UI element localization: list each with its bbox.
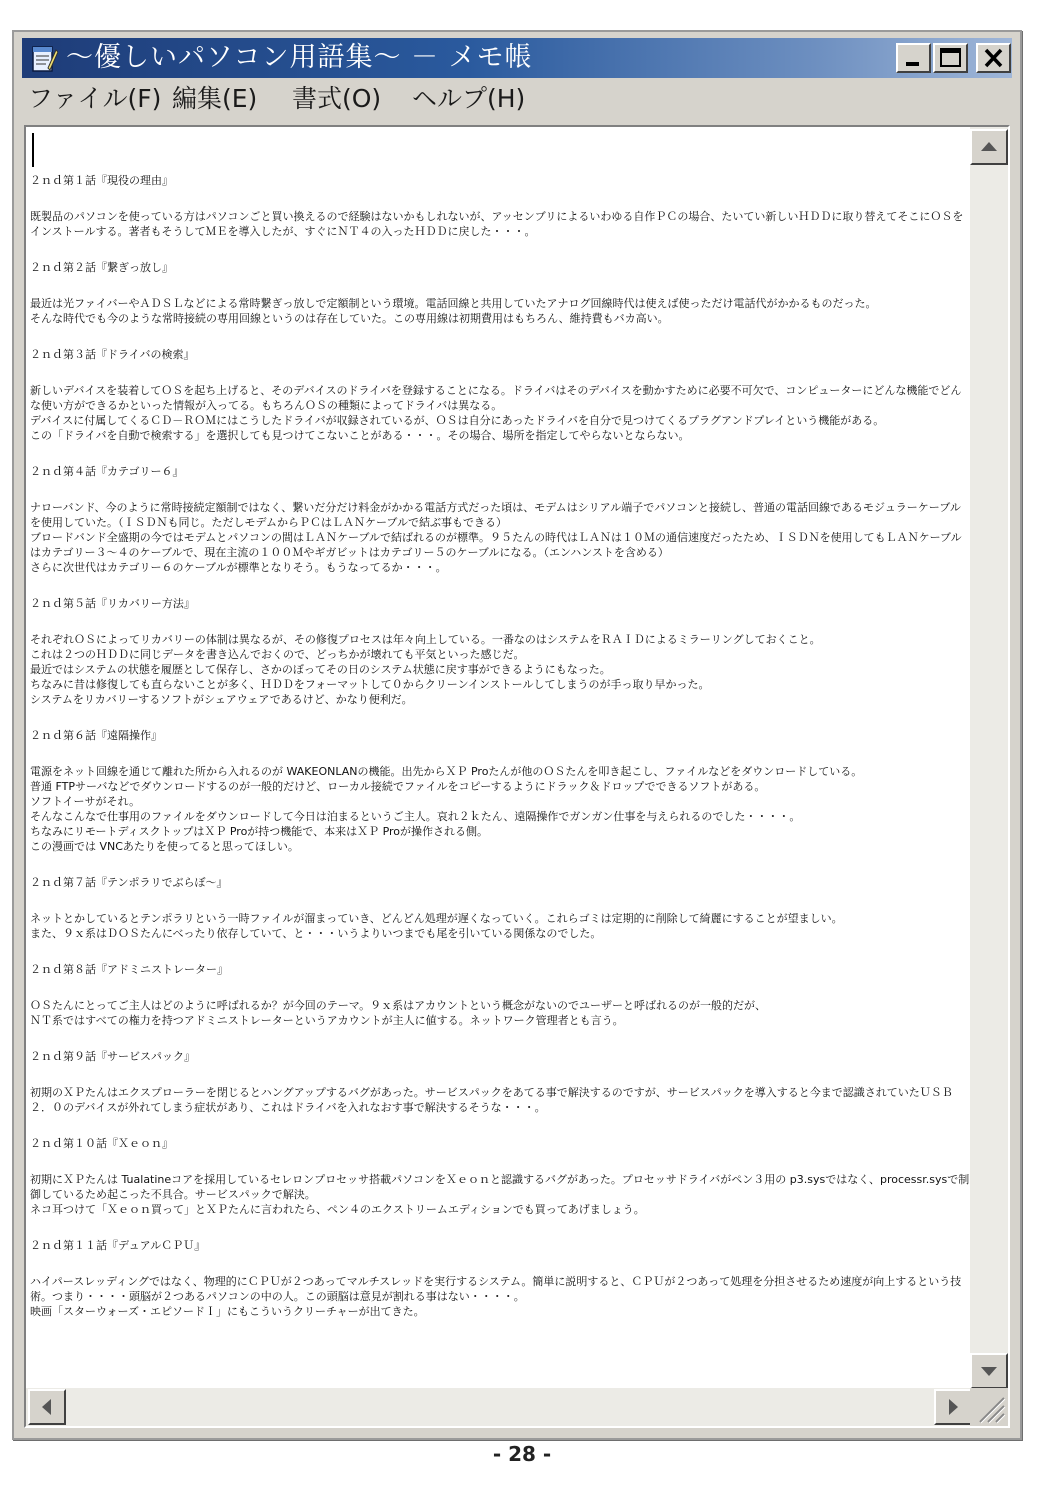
close-button[interactable]	[976, 43, 1011, 73]
article-section	[30, 596, 970, 707]
section-title: ２ｎｄ第１０話『Ｘｅｏｎ』	[30, 1137, 173, 1150]
section-body: 新しいデバイスを装着してＯＳを起ち上げると、そのデバイスのドライバを登録することになる。ドライバはそのデバイスを動かすために必要不可欠で、コンピューターにどんな機能でどんな使い方ができるかといった情報が入ってる。もちろんＯＳの種類によってドライバは異なる。 デバイスに付属してくるＣＤ－ＲＯＭにはこうしたドライバが収録されているが、ＯＳは自分にあったドライバを自分で見つけてくるプラグアンドプレイという機能がある。 この「ドライバを自動で検索する」を選択しても見つけてこないことがある・・・。その場合、場所を指定してやらないとならない。	[30, 384, 962, 442]
article-section	[30, 347, 970, 443]
section-body: ハイパースレッディングではなく、物理的にＣＰＵが２つあってマルチスレッドを実行するシステム。簡単に説明すると、ＣＰＵが２つあって処理を分担させるため速度が向上するという技術。つまり・・・・頭脳が２つあるパソコンの中の人。この頭脳は意見が割れる事はない・・・・。 映画「スターウォーズ・エピソードＩ」にもこういうクリーチャーが出てきた。	[30, 1275, 962, 1318]
menu-format[interactable]: 書式(O)	[292, 84, 382, 113]
menu-help[interactable]: ヘルプ(H)	[412, 84, 526, 113]
article-section	[30, 875, 970, 941]
notepad-window	[12, 30, 1022, 1440]
article-section	[30, 728, 970, 854]
section-body: 最近は光ファイバーやＡＤＳＬなどによる常時繋ぎっ放しで定額制という環境。電話回線と共用していたアナログ回線時代は使えば使っただけ電話代がかかるものだった。 そんな時代でも今のような常時接続の専用回線というのは存在していた。この専用線は初期費用はもちろん、維持費もバカ高い。	[30, 297, 877, 325]
section-body: それぞれＯＳによってリカバリーの体制は異なるが、その修復プロセスは年々向上している。一番なのはシステムをＲＡＩＤによるミラーリングしておくこと。 これは２つのＨＤＤに同じデータを書き込んでおくので、どっちかが壊れても平気といった感じだ。 最近ではシステムの状態を履歴として保存し、さかのぼってその日のシステム状態に戻す事ができるようにもなった。 ちなみに昔は修復しても直らないことが多く、ＨＤＤをフォーマットして０からクリーンインストールしてしまうのが手っ取り早かった。 システムをリカバリーするソフトがシェアウェアであるけど、かなり便利だ。	[30, 633, 821, 706]
maximize-button[interactable]	[933, 43, 968, 73]
article-section	[30, 962, 970, 1028]
section-body: ＯＳたんにとってご主人はどのように呼ばれるか？が今回のテーマ。９ｘ系はアカウントという概念がないのでユーザーと呼ばれるのが一般的だが、 ＮＴ系ではすべての権力を持つアドミニストレーターというアカウントが主人に値する。ネットワーク管理者とも言う。	[30, 999, 767, 1027]
section-title: ２ｎｄ第９話『サービスパック』	[30, 1050, 195, 1063]
vertical-scrollbar[interactable]	[970, 127, 1008, 1389]
section-title: ２ｎｄ第８話『アドミニストレーター』	[30, 963, 228, 976]
menu-bar	[22, 80, 1012, 120]
scroll-left-button[interactable]	[28, 1389, 66, 1425]
notepad-icon	[28, 42, 58, 74]
menu-file[interactable]: ファイル(F)	[28, 84, 162, 113]
section-body: 既製品のパソコンを使っている方はパソコンごと買い換えるので経験はないかもしれないが、アッセンブリによるいわゆる自作ＰＣの場合、たいてい新しいＨＤＤに取り替えてそこにＯＳをインストールする。著者もそうしてＭＥを導入したが、すぐにＮＴ４の入ったＨＤＤに戻した・・・。	[30, 210, 964, 238]
scroll-right-button[interactable]	[934, 1389, 972, 1425]
page-number: - 28 -	[492, 1442, 552, 1466]
document-text	[30, 173, 970, 1363]
section-title: ２ｎｄ第１１話『デュアルＣＰＵ』	[30, 1239, 206, 1252]
horizontal-scrollbar[interactable]	[26, 1388, 972, 1426]
section-title: ２ｎｄ第４話『カテゴリー６』	[30, 465, 184, 478]
window-title: ～優しいパソコン用語集～ － メモ帳	[66, 42, 533, 73]
section-title: ２ｎｄ第１話『現役の理由』	[30, 174, 173, 187]
menu-edit[interactable]: 編集(E)	[172, 84, 258, 113]
article-section	[30, 1049, 970, 1115]
article-section	[30, 1238, 970, 1319]
resize-grip-icon	[970, 1411, 1008, 1428]
article-section	[30, 260, 970, 326]
section-title: ２ｎｄ第７話『テンポラリでぶらぼ～』	[30, 876, 228, 889]
resize-grip[interactable]	[970, 1388, 1008, 1426]
section-title: ２ｎｄ第３話『ドライバの検索』	[30, 348, 195, 361]
article-section	[30, 1136, 970, 1217]
section-title: ２ｎｄ第５話『リカバリー方法』	[30, 597, 195, 610]
article-section	[30, 464, 970, 575]
text-editor[interactable]	[24, 125, 1010, 1428]
title-bar[interactable]	[22, 38, 1012, 78]
minimize-button[interactable]	[896, 43, 931, 73]
article-section	[30, 173, 970, 239]
section-body: ネットとかしているとテンポラリという一時ファイルが溜まっていき、どんどん処理が遅くなっていく。これらゴミは定期的に削除して綺麗にすることが望ましい。 また、９ｘ系はＤＯＳたんにべったり依存していて、と・・・いうよりいつまでも尾を引いている関係なのでした。	[30, 912, 843, 940]
section-body: ナローバンド、今のように常時接続定額制ではなく、繋いだ分だけ料金がかかる電話方式だった頃は、モデムはシリアル端子でパソコンと接続し、普通の電話回線であるモジュラーケーブルを使用していた。（ＩＳＤＮも同じ。ただしモデムからＰＣはＬＡＮケーブルで結ぶ事もできる） ブロードバンド全盛期の今ではモデムとパソコンの間はＬＡＮケーブルで結ばれるのが標準。９５たんの時代はＬＡＮは１０Ｍの通信速度だったため、ＩＳＤＮを使用してもＬＡＮケーブルはカテゴリー３～４のケーブルで、現在主流の１００Ｍやギガビットはカテゴリー５のケーブルになる。（エンハンストを含める） さらに次世代はカテゴリー６のケーブルが標準となりそう。もうなってるか・・・。	[30, 501, 962, 574]
section-body: 初期のＸＰたんはエクスプローラーを閉じるとハングアップするバグがあった。サービスパックをあてる事で解決するのですが、サービスパックを導入すると今まで認識されていたＵＳＢ２．０のデバイスが外れてしまう症状があり、これはドライバを入れなおす事で解決するそうな・・・。	[30, 1086, 953, 1114]
text-caret	[32, 133, 34, 167]
section-title: ２ｎｄ第２話『繋ぎっ放し』	[30, 261, 173, 274]
scroll-up-button[interactable]	[970, 129, 1008, 165]
scroll-down-button[interactable]	[970, 1353, 1008, 1389]
section-body: 電源をネット回線を通じて離れた所から入れるのが WAKEONLANの機能。出先からＸＰ Proたんが他のＯＳたんを叩き起こし、ファイルなどをダウンロードしている。 普通 FTPサーバなどでダウンロードするのが一般的だけど、ローカル接続でファイルをコピーするようにドラック＆ドロップでできるソフトがある。 ソフトイーサがそれ。 そんなこんなで仕事用のファイルをダウンロードして今日は泊まるというご主人。哀れ２ｋたん、遠隔操作でガンガン仕事を与えられるのでした・・・・。 ちなみにリモートディスクトップはＸＰ Proが持つ機能で、本来はＸＰ Proが操作される側。 この漫画では VNCあたりを使ってると思ってほしい。	[30, 765, 863, 853]
section-title: ２ｎｄ第６話『遠隔操作』	[30, 729, 162, 742]
section-body: 初期にＸＰたんは Tualatineコアを採用しているセレロンプロセッサ搭載パソコンをＸｅｏｎと認識するバグがあった。プロセッサドライバがペン３用の p3.sysではなく、processr.sysで制御しているため起こった不具合。サービスパックで解決。 ネコ耳つけて「Ｘｅｏｎ買って」とＸＰたんに言われたら、ペン４のエクストリームエディションでも買ってあげましょう。	[30, 1173, 970, 1216]
